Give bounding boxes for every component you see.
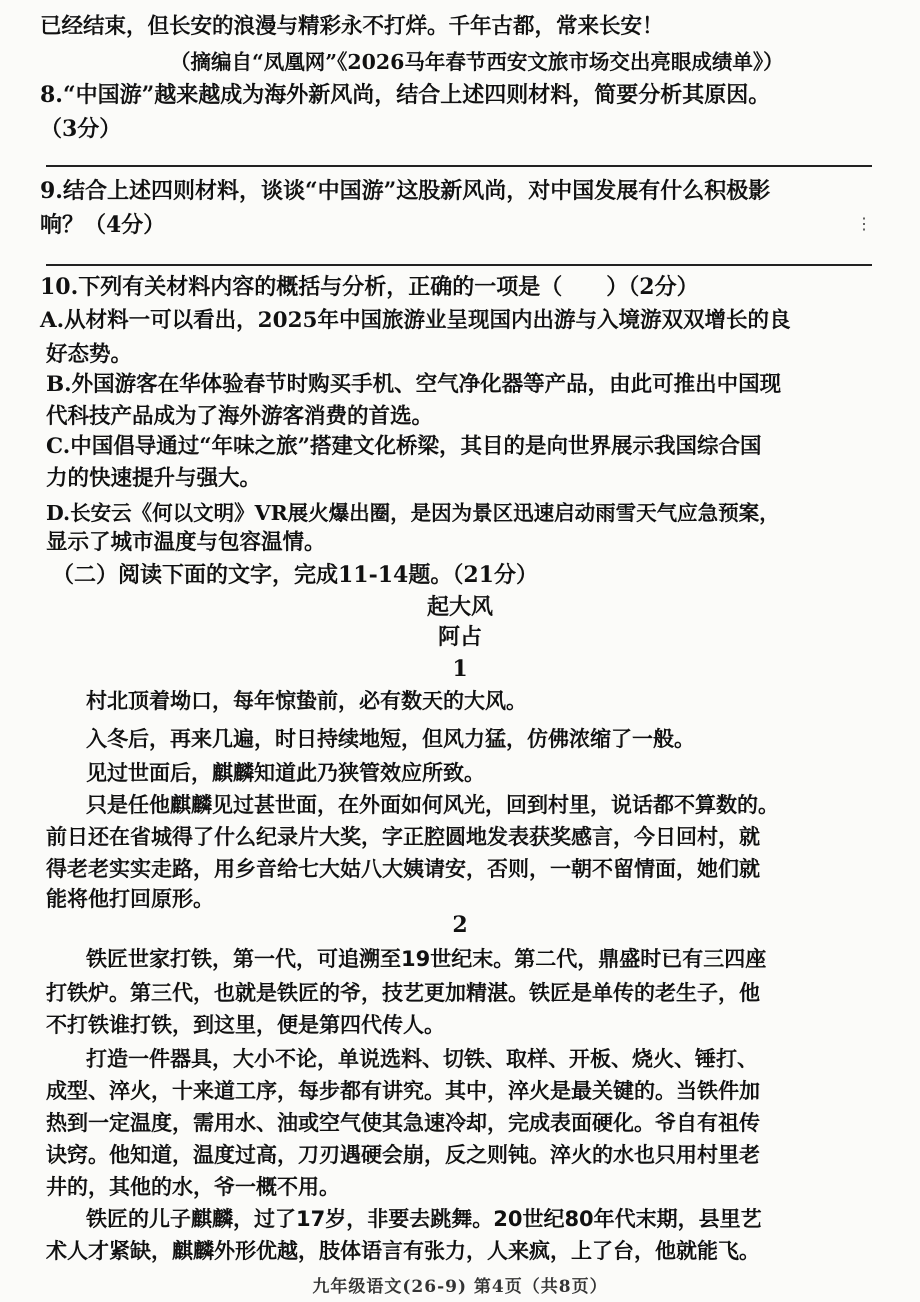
story-part-1-number: 1	[452, 656, 468, 682]
option-d-line2: 显示了城市温度与包容温情。	[46, 530, 326, 555]
question-9-line2: 响？（4分）	[40, 212, 166, 238]
story-paragraph-line: 术人才紧缺，麒麟外形优越，肢体语言有张力，人来疯，上了台，他就能飞。	[46, 1239, 760, 1263]
story-paragraph-line: 热到一定温度，需用水、油或空气使其急速冷却，完成表面硬化。爷自有祖传	[46, 1111, 760, 1135]
answer-line-q8	[46, 165, 872, 167]
story-paragraph: 只是任他麒麟见过甚世面，在外面如何风光，回到村里，说话都不算数的。	[86, 793, 779, 817]
option-b-line2: 代科技产品成为了海外游客消费的首选。	[46, 404, 434, 429]
story-paragraph: 铁匠的儿子麒麟，过了17岁，非要去跳舞。20世纪80年代末期，县里艺	[86, 1207, 762, 1231]
story-paragraph-line: 不打铁谁打铁，到这里，便是第四代传人。	[46, 1013, 445, 1037]
material-ending-line: 已经结束，但长安的浪漫与精彩永不打烊。千年古都，常来长安！	[40, 14, 664, 39]
story-part-2-number: 2	[452, 912, 468, 938]
option-a-line1: A.从材料一可以看出，2025年中国旅游业呈现国内出游与入境游双双增长的良	[40, 308, 791, 333]
story-paragraph-line: 成型、淬火，十来道工序，每步都有讲究。其中，淬火是最关键的。当铁件加	[46, 1079, 760, 1103]
story-paragraph: 入冬后，再来几遍，时日持续地短，但风力猛，仿佛浓缩了一般。	[86, 727, 695, 751]
story-paragraph: 村北顶着坳口，每年惊蛰前，必有数天的大风。	[86, 689, 527, 713]
option-d-line1: D.长安云《何以文明》VR展火爆出圈，是因为景区迅速启动雨雪天气应急预案，	[46, 501, 780, 525]
story-paragraph: 见过世面后，麒麟知道此乃狭管效应所致。	[86, 761, 485, 785]
material-source: （摘编自“凤凰网”《2026马年春节西安文旅市场交出亮眼成绩单》）	[170, 50, 784, 74]
story-paragraph-line: 诀窍。他知道，温度过高，刀刃遇硬会崩，反之则钝。淬火的水也只用村里老	[46, 1143, 760, 1167]
story-paragraph-line: 得老老实实走路，用乡音给七大姑八大姨请安，否则，一朝不留情面，她们就	[46, 857, 760, 881]
question-10-stem: 10.下列有关材料内容的概括与分析，正确的一项是（ ）（2分）	[40, 274, 699, 300]
story-title: 起大风	[426, 594, 493, 620]
story-paragraph-line: 井的，其他的水，爷一概不用。	[46, 1175, 340, 1199]
story-paragraph-line: 能将他打回原形。	[46, 887, 214, 911]
margin-marks: ⋮	[856, 214, 872, 233]
section-2-heading: （二）阅读下面的文字，完成11-14题。（21分）	[52, 562, 538, 588]
option-a-line2: 好态势。	[46, 342, 133, 367]
story-author: 阿占	[437, 624, 482, 650]
option-c-line1: C.中国倡导通过“年味之旅”搭建文化桥梁，其目的是向世界展示我国综合国	[46, 434, 762, 459]
question-8-line2: （3分）	[40, 116, 122, 142]
question-8-line1: 8.“中国游”越来越成为海外新风尚，结合上述四则材料，简要分析其原因。	[40, 82, 771, 108]
page-footer: 九年级语文(26-9) 第4页（共8页）	[312, 1277, 608, 1297]
question-9-line1: 9.结合上述四则材料，谈谈“中国游”这股新风尚，对中国发展有什么积极影	[40, 178, 771, 204]
story-paragraph-line: 前日还在省城得了什么纪录片大奖，字正腔圆地发表获奖感言，今日回村，就	[46, 825, 760, 849]
option-b-line1: B.外国游客在华体验春节时购买手机、空气净化器等产品，由此可推出中国现	[46, 372, 782, 397]
story-paragraph-line: 打铁炉。第三代，也就是铁匠的爷，技艺更加精湛。铁匠是单传的老生子，他	[46, 981, 760, 1005]
story-paragraph: 打造一件器具，大小不论，单说选料、切铁、取样、开板、烧火、锤打、	[86, 1047, 758, 1071]
story-paragraph: 铁匠世家打铁，第一代，可追溯至19世纪末。第二代，鼎盛时已有三四座	[86, 947, 767, 971]
option-c-line2: 力的快速提升与强大。	[46, 466, 262, 491]
answer-line-q9	[46, 264, 872, 266]
